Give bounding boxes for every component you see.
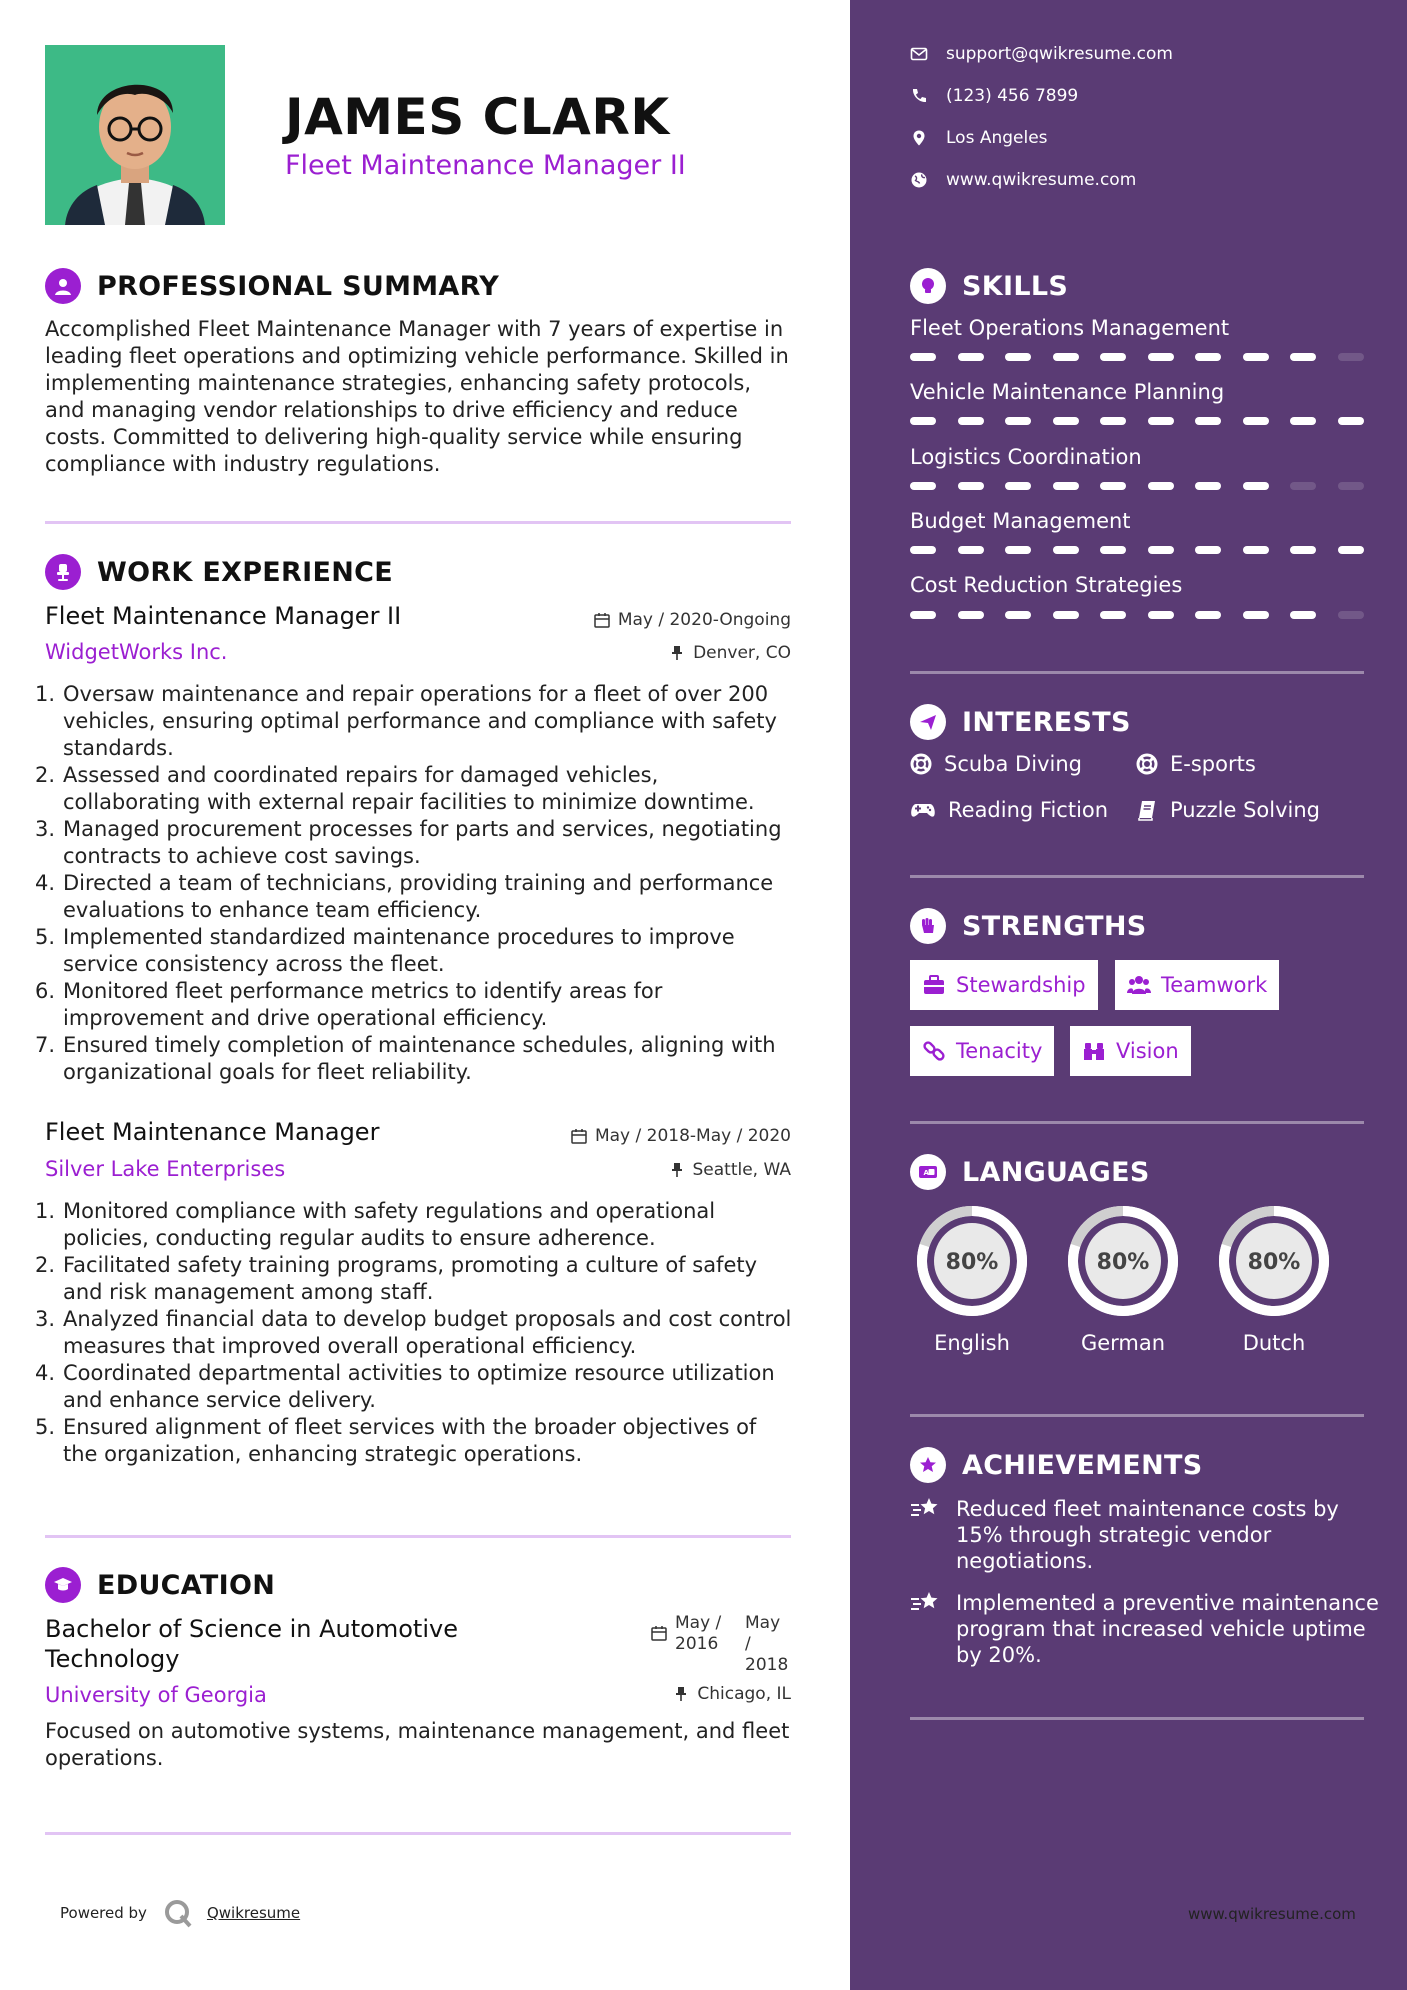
- users-icon: [1127, 973, 1151, 997]
- list-item: 4. Coordinated departmental activities to optimize resource utilization and enhance service delivery.: [35, 1361, 775, 1412]
- interests-title: INTERESTS: [962, 706, 1131, 738]
- contact-email: [910, 44, 1173, 64]
- powered-by-label: Powered by: [60, 1904, 147, 1922]
- summary-text: Accomplished Fleet Maintenance Manager with 7 years of expertise in leading fleet operations and optimizing vehicle performance. Skilled in implementing maintenance strategies, enhancing safety protocols, and managing vendor relationships to drive efficiency and reduce costs. Committed to delivering high-quality service while ensuring compliance with industry regulations.: [45, 317, 789, 476]
- job-dates: [594, 610, 791, 630]
- skill-segment: [1100, 482, 1126, 490]
- strength-label: Tenacity: [956, 1039, 1043, 1063]
- powered-by-footer: [60, 1898, 300, 1928]
- experience-heading: [45, 554, 393, 590]
- achievement-item: [910, 1590, 1380, 1668]
- list-item: 5. Ensured alignment of fleet services with the broader objectives of the organization, enhancing strategic operations.: [35, 1415, 757, 1466]
- skill-segment: [1148, 417, 1174, 425]
- skill-segment: [910, 417, 936, 425]
- skill-meter: [910, 546, 1364, 554]
- qwikresume-logo-icon: [163, 1898, 193, 1928]
- interests-heading: [910, 704, 1131, 740]
- skill-segment: [958, 353, 984, 361]
- language-gauge: [910, 1199, 1034, 1355]
- skill-segment: [1053, 417, 1079, 425]
- skill-segment: [958, 417, 984, 425]
- section-divider: [910, 1414, 1364, 1417]
- skill-segment: [1005, 546, 1031, 554]
- contact-website-text[interactable]: www.qwikresume.com: [946, 170, 1137, 190]
- pin-icon: [673, 1686, 689, 1702]
- language-percent: 80%: [945, 1250, 999, 1275]
- language-gauge: [1061, 1199, 1185, 1355]
- interest-item: [1136, 752, 1256, 776]
- skill-name: Cost Reduction Strategies: [910, 573, 1183, 597]
- language-ring: [1212, 1199, 1336, 1323]
- skill-segment: [1338, 353, 1364, 361]
- life-ring-icon: [1136, 753, 1158, 775]
- skill-segment: [910, 546, 936, 554]
- interest-item: [910, 752, 1082, 776]
- skill-name: Vehicle Maintenance Planning: [910, 380, 1225, 404]
- strength-label: Vision: [1116, 1039, 1179, 1063]
- achievement-text: Implemented a preventive maintenance program that increased vehicle uptime by 20%.: [956, 1591, 1379, 1667]
- strengths-title: STRENGTHS: [962, 910, 1147, 942]
- contact-location: [910, 128, 1048, 148]
- job-dates-text: May / 2018-May / 2020: [594, 1126, 791, 1146]
- section-divider: [910, 1121, 1364, 1124]
- pin-icon: [669, 1162, 685, 1178]
- skill-segment: [1243, 611, 1269, 619]
- achievement-item: [910, 1496, 1380, 1574]
- education-description: Focused on automotive systems, maintenance management, and fleet operations.: [45, 1719, 790, 1770]
- strength-label: Teamwork: [1161, 973, 1268, 997]
- school-name: University of Georgia: [45, 1683, 267, 1707]
- contact-location-text: Los Angeles: [946, 128, 1048, 148]
- briefcase-icon: [922, 973, 946, 997]
- language-percent: 80%: [1247, 1250, 1301, 1275]
- strength-badge: [910, 960, 1098, 1010]
- list-item: 2. Assessed and coordinated repairs for damaged vehicles, collaborating with external repair facilities to minimize downtime.: [35, 763, 755, 814]
- skill-segment: [1195, 546, 1221, 554]
- phone-icon: [910, 87, 928, 105]
- languages-heading: [910, 1154, 1150, 1190]
- skill-name: Budget Management: [910, 509, 1131, 533]
- education-dates: [651, 1613, 791, 1676]
- skill-meter: [910, 353, 1364, 361]
- skill-segment: [1053, 482, 1079, 490]
- summary-heading: [45, 268, 499, 304]
- fist-icon: [910, 908, 946, 944]
- skill-segment: [910, 353, 936, 361]
- job-location-text: Seattle, WA: [692, 1160, 791, 1180]
- star-badge-icon: [910, 1447, 946, 1483]
- lightbulb-icon: [910, 268, 946, 304]
- skill-meter: [910, 417, 1364, 425]
- language-name: German: [1080, 1331, 1166, 1355]
- skill-segment: [1148, 353, 1174, 361]
- skill-segment: [1338, 611, 1364, 619]
- skill-segment: [1338, 417, 1364, 425]
- skill-segment: [1290, 546, 1316, 554]
- education-heading: [45, 1567, 275, 1603]
- language-ring: [910, 1199, 1034, 1323]
- link-icon: [922, 1039, 946, 1063]
- gamepad-icon: [910, 799, 936, 821]
- section-divider: [910, 1717, 1364, 1720]
- shooting-star-icon: [910, 1496, 940, 1522]
- skill-segment: [1243, 482, 1269, 490]
- skill-segment: [1290, 611, 1316, 619]
- list-item: 6. Monitored fleet performance metrics to identify areas for improvement and drive operational efficiency.: [35, 979, 663, 1030]
- job-title: Fleet Maintenance Manager II: [45, 602, 402, 630]
- map-marker-icon: [910, 129, 928, 147]
- list-item: 7. Ensured timely completion of maintenance schedules, aligning with organizational goals for fleet reliability.: [35, 1033, 776, 1084]
- skill-segment: [1338, 482, 1364, 490]
- skill-meter: [910, 611, 1364, 619]
- skill-segment: [1005, 611, 1031, 619]
- section-divider: [910, 671, 1364, 674]
- list-item: 4. Directed a team of technicians, providing training and performance evaluations to enhance team efficiency.: [35, 871, 774, 922]
- skill-segment: [1148, 611, 1174, 619]
- skill-segment: [1243, 417, 1269, 425]
- skill-segment: [1243, 353, 1269, 361]
- skill-segment: [1053, 546, 1079, 554]
- interest-item: [910, 798, 1108, 822]
- skill-segment: [1290, 353, 1316, 361]
- envelope-icon: [910, 45, 928, 63]
- achievements-title: ACHIEVEMENTS: [962, 1449, 1203, 1481]
- skill-segment: [1100, 611, 1126, 619]
- section-divider: [910, 875, 1364, 878]
- svg-text:A: A: [923, 1169, 929, 1177]
- paper-plane-icon: [910, 704, 946, 740]
- calendar-icon: [594, 612, 610, 628]
- office-chair-icon: [45, 554, 81, 590]
- strength-badge: [1070, 1026, 1191, 1076]
- sidebar: [850, 0, 1407, 1990]
- job-location: [669, 1160, 792, 1180]
- skill-segment: [958, 482, 984, 490]
- skill-segment: [1053, 611, 1079, 619]
- qwikresume-link[interactable]: Qwikresume: [206, 1904, 301, 1922]
- section-divider: [45, 1832, 791, 1835]
- strength-label: Stewardship: [956, 973, 1086, 997]
- skill-segment: [910, 482, 936, 490]
- strengths-heading: [910, 908, 1147, 944]
- skill-segment: [1100, 417, 1126, 425]
- education-location: [673, 1684, 791, 1704]
- interest-label: E-sports: [1170, 752, 1256, 776]
- skill-segment: [1195, 611, 1221, 619]
- skill-segment: [1148, 482, 1174, 490]
- summary-title: PROFESSIONAL SUMMARY: [97, 270, 500, 302]
- job-bullets: [35, 681, 795, 1086]
- skill-meter: [910, 482, 1364, 490]
- company-name: Silver Lake Enterprises: [45, 1157, 286, 1181]
- languages-title: LANGUAGES: [962, 1156, 1150, 1188]
- interest-label: Reading Fiction: [948, 798, 1109, 822]
- skill-segment: [1338, 546, 1364, 554]
- skill-segment: [1100, 546, 1126, 554]
- skills-heading: [910, 268, 1068, 304]
- skill-segment: [958, 611, 984, 619]
- skill-segment: [1290, 417, 1316, 425]
- skills-title: SKILLS: [962, 270, 1069, 302]
- interest-label: Puzzle Solving: [1170, 798, 1320, 822]
- skill-segment: [1100, 353, 1126, 361]
- list-item: 1. Oversaw maintenance and repair operations for a fleet of over 200 vehicles, ensuring optimal performance and compliance with safety standards.: [35, 682, 777, 760]
- strength-badge: [910, 1026, 1054, 1076]
- profile-photo: [45, 45, 225, 225]
- company-name: WidgetWorks Inc.: [45, 640, 228, 664]
- book-icon: [1136, 799, 1158, 821]
- skill-segment: [1243, 546, 1269, 554]
- job-location-text: Denver, CO: [693, 643, 791, 663]
- section-divider: [45, 1535, 791, 1538]
- list-item: 1. Monitored compliance with safety regulations and operational policies, conducting regular audits to ensure adherence.: [35, 1199, 716, 1250]
- job-title: Fleet Maintenance Manager: [45, 1118, 380, 1146]
- skill-segment: [1290, 482, 1316, 490]
- experience-title: WORK EXPERIENCE: [97, 556, 393, 588]
- education-location-text: Chicago, IL: [697, 1684, 791, 1704]
- skill-segment: [1005, 353, 1031, 361]
- job-dates: [571, 1126, 791, 1146]
- skill-segment: [1148, 546, 1174, 554]
- contact-phone-text: (123) 456 7899: [946, 86, 1079, 106]
- calendar-icon: [651, 1625, 667, 1641]
- skill-segment: [1005, 417, 1031, 425]
- life-ring-icon: [910, 753, 932, 775]
- language-icon: [910, 1154, 946, 1190]
- skill-segment: [1053, 353, 1079, 361]
- education-end: May / 2018: [745, 1613, 789, 1675]
- education-title: EDUCATION: [97, 1569, 276, 1601]
- binoculars-icon: [1082, 1039, 1106, 1063]
- pin-icon: [669, 645, 685, 661]
- contact-email-text: support@qwikresume.com: [946, 44, 1173, 64]
- list-item: 5. Implemented standardized maintenance procedures to improve service consistency across the fleet.: [35, 925, 735, 976]
- skill-segment: [1195, 417, 1221, 425]
- language-percent: 80%: [1096, 1250, 1150, 1275]
- achievement-text: Reduced fleet maintenance costs by 15% through strategic vendor negotiations.: [956, 1497, 1339, 1573]
- list-item: 2. Facilitated safety training programs, promoting a culture of safety and risk management among staff.: [35, 1253, 758, 1304]
- skill-segment: [958, 546, 984, 554]
- candidate-name: JAMES CLARK: [285, 88, 670, 146]
- skill-segment: [1005, 482, 1031, 490]
- language-gauge: [1212, 1199, 1336, 1355]
- degree-title: Bachelor of Science in Automotive Technology: [45, 1615, 458, 1673]
- shooting-star-icon: [910, 1590, 940, 1616]
- list-item: 3. Analyzed financial data to develop budget proposals and cost control measures that improved overall operational efficiency.: [35, 1307, 792, 1358]
- skill-segment: [1195, 482, 1221, 490]
- job-dates-text: May / 2020-Ongoing: [617, 610, 791, 630]
- language-ring: [1061, 1199, 1185, 1323]
- skill-segment: [910, 611, 936, 619]
- skill-name: Logistics Coordination: [910, 445, 1142, 469]
- section-divider: [45, 521, 791, 524]
- calendar-icon: [571, 1128, 587, 1144]
- candidate-role: Fleet Maintenance Manager II: [285, 150, 686, 181]
- user-icon: [45, 268, 81, 304]
- footer-website[interactable]: www.qwikresume.com: [1188, 1905, 1356, 1923]
- contact-website: [910, 170, 1136, 190]
- job-bullets: [35, 1198, 795, 1468]
- achievements-heading: [910, 1447, 1203, 1483]
- interest-label: Scuba Diving: [944, 752, 1082, 776]
- list-item: 3. Managed procurement processes for parts and services, negotiating contracts to achieve cost savings.: [35, 817, 782, 868]
- language-name: Dutch: [1242, 1331, 1306, 1355]
- job-location: [669, 643, 791, 663]
- graduation-cap-icon: [45, 1567, 81, 1603]
- skill-segment: [1195, 353, 1221, 361]
- education-start: May / 2016: [675, 1613, 722, 1654]
- skill-name: Fleet Operations Management: [910, 316, 1230, 340]
- globe-icon: [910, 171, 928, 189]
- strength-badge: [1115, 960, 1279, 1010]
- interest-item: [1136, 798, 1320, 822]
- language-name: English: [934, 1331, 1010, 1355]
- profile-photo-illustration: [45, 45, 225, 225]
- contact-phone: [910, 86, 1078, 106]
